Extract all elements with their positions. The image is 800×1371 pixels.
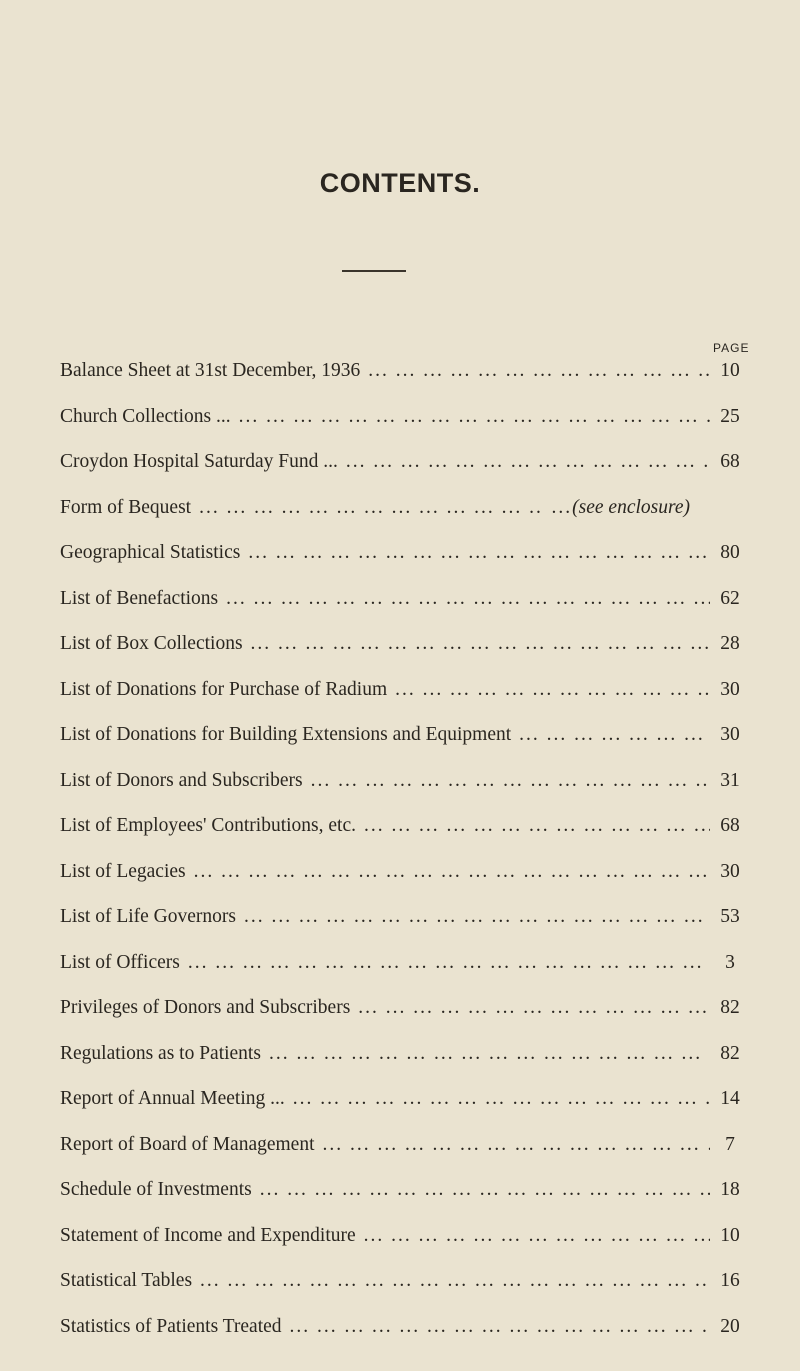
entry-page: 30 (720, 724, 740, 745)
dot-leader (338, 451, 710, 473)
dot-leader (252, 1179, 710, 1201)
contents-entry-geographical-statistics (60, 542, 750, 588)
entry-label: Report of Board of Management (60, 1133, 315, 1155)
contents-entry-building-donations (60, 724, 750, 770)
contents-entry-legacies (60, 861, 750, 907)
entry-label: Statement of Income and Expenditure (60, 1224, 356, 1246)
entry-label: Regulations as to Patients (60, 1042, 261, 1064)
entry-label: Privileges of Donors and Subscribers (60, 997, 351, 1018)
entry-label: List of Officers (60, 951, 180, 973)
dot-leader (180, 952, 710, 974)
page-column-header: PAGE (713, 341, 750, 355)
entry-label: List of Life Governors (60, 906, 236, 927)
contents-entry-annual-meeting (60, 1088, 750, 1134)
dot-leader (192, 1270, 710, 1292)
contents-entry-life-governors (60, 906, 750, 952)
entry-label: Croydon Hospital Saturday Fund ... (60, 451, 338, 472)
dot-leader (350, 997, 710, 1019)
dot-leader (356, 1225, 710, 1247)
entry-label: Form of Bequest (60, 496, 192, 518)
dot-leader (191, 497, 543, 519)
contents-entry-income-expenditure (60, 1225, 750, 1271)
entry-note (544, 497, 690, 519)
entry-label: List of Donations for Purchase of Radium (60, 678, 388, 700)
entry-page: 53 (720, 906, 740, 927)
dot-leader (261, 1043, 710, 1065)
entry-page: 20 (720, 1315, 740, 1337)
entry-page: 18 (720, 1179, 740, 1200)
contents-entry-form-of-bequest (60, 497, 690, 543)
dot-leader (186, 861, 710, 883)
contents-entry-board-report (60, 1134, 750, 1180)
dot-leader (356, 815, 710, 837)
entry-label: Balance Sheet at 31st December, 1936 (60, 360, 361, 381)
contents-entry-statistical-tables (60, 1270, 750, 1316)
entry-label: Church Collections ... (60, 405, 231, 427)
entry-page: 82 (720, 1042, 740, 1064)
entry-page: 3 (725, 951, 735, 973)
contents-entry-regulations (60, 1043, 750, 1089)
dot-leader (236, 906, 710, 928)
dot-leader (282, 1316, 710, 1338)
contents-entry-officers (60, 952, 750, 998)
entry-page: 30 (720, 860, 740, 882)
entry-label: Statistical Tables (60, 1270, 193, 1291)
entry-page: 16 (720, 1270, 740, 1291)
contents-entry-church-collections (60, 406, 750, 452)
entry-page: 14 (720, 1088, 740, 1109)
note-ellipsis: ... (551, 496, 573, 518)
entry-label: Schedule of Investments (60, 1179, 252, 1200)
dot-leader (360, 360, 710, 382)
entry-label: Geographical Statistics (60, 542, 241, 563)
dot-leader (240, 542, 710, 564)
entry-page: 31 (720, 769, 740, 791)
dot-leader (218, 588, 710, 610)
entry-page: 80 (720, 542, 740, 563)
contents-entry-radium-donations (60, 679, 750, 725)
dot-leader (387, 679, 710, 701)
enclosure-note: (see enclosure) (572, 496, 690, 518)
contents-entry-croydon-fund (60, 451, 750, 497)
contents-entry-balance-sheet (60, 360, 750, 406)
entry-label: List of Legacies (60, 860, 186, 882)
entry-label: Report of Annual Meeting ... (60, 1088, 285, 1109)
contents-entry-box-collections (60, 633, 750, 679)
dot-leader (315, 1134, 710, 1156)
contents-entry-benefactions (60, 588, 750, 634)
contents-entry-investments (60, 1179, 750, 1225)
entry-page: 68 (720, 815, 740, 836)
entry-label: List of Donations for Building Extensions and Equipment (60, 724, 512, 745)
dot-leader (303, 770, 710, 792)
entry-page: 10 (720, 360, 740, 381)
page-title: CONTENTS. (319, 168, 481, 198)
contents-entry-employees-contributions (60, 815, 750, 861)
entry-label: List of Box Collections (60, 633, 243, 654)
entry-label: Statistics of Patients Treated (60, 1315, 282, 1337)
entry-page: 10 (720, 1224, 740, 1246)
contents-entry-donors-subscribers (60, 770, 750, 816)
entry-page: 28 (720, 633, 740, 654)
contents-entry-patients-treated (60, 1316, 750, 1362)
entry-page: 62 (720, 587, 740, 609)
dot-leader (231, 406, 710, 428)
entry-label: List of Donors and Subscribers (60, 769, 303, 791)
dot-leader (511, 724, 710, 746)
entry-page: 25 (720, 405, 740, 427)
dot-leader (285, 1088, 710, 1110)
entry-page: 68 (720, 451, 740, 472)
dot-leader (243, 633, 710, 655)
entry-page: 7 (725, 1133, 735, 1155)
contents-list (60, 360, 750, 1361)
entry-page: 82 (720, 997, 740, 1018)
entry-label: List of Benefactions (60, 587, 219, 609)
entry-page: 30 (720, 678, 740, 700)
entry-label: List of Employees' Contributions, etc. (60, 815, 356, 836)
contents-entry-privileges (60, 997, 750, 1043)
title-divider (342, 270, 406, 272)
